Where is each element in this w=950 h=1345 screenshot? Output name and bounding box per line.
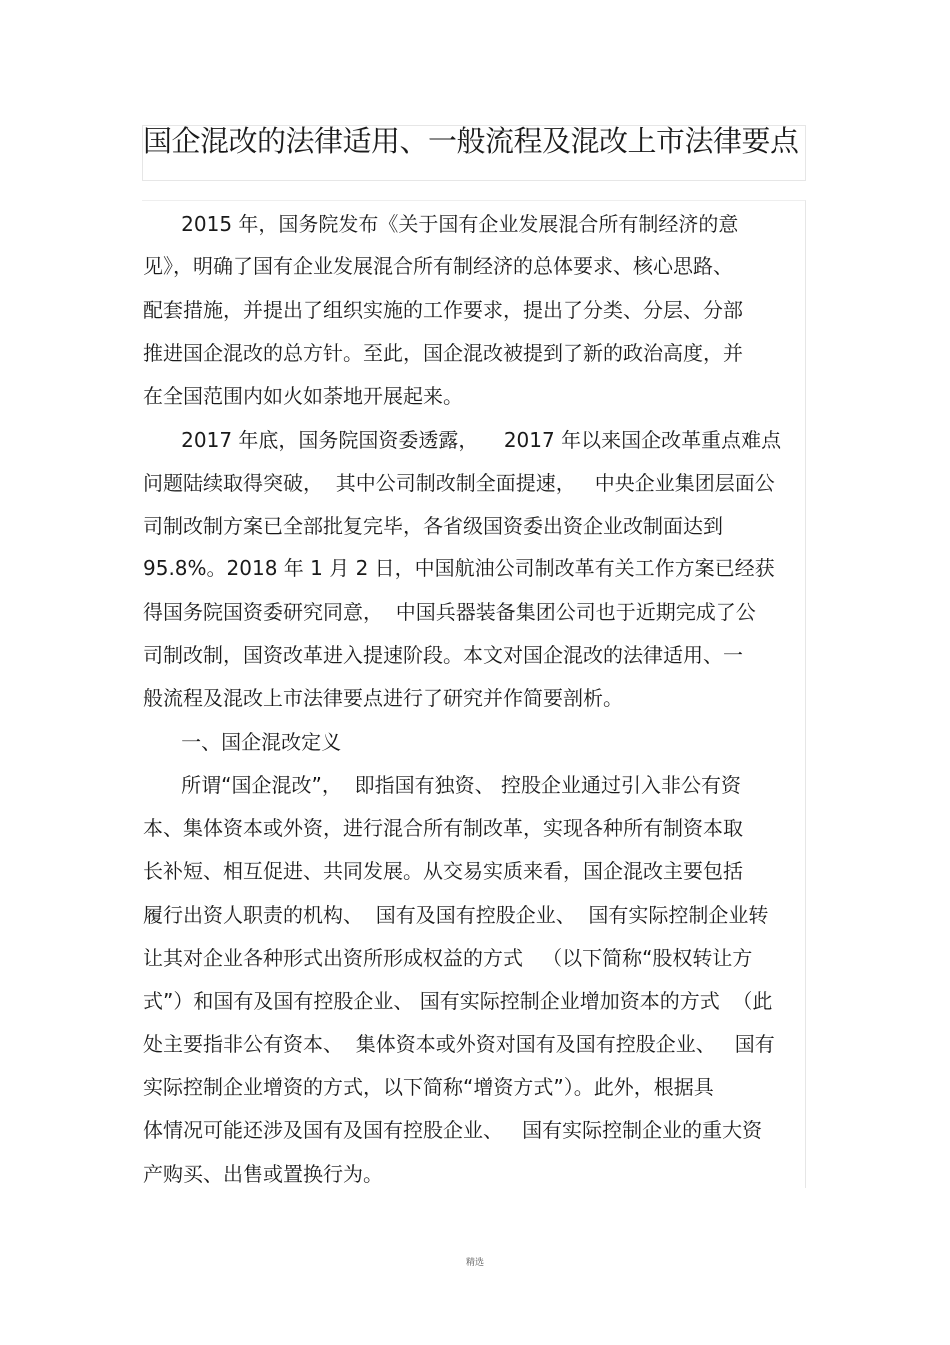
paragraph-line: 司制改制方案已全部批复完毕，各省级国资委出资企业改制面达到 [143,514,723,538]
paragraph-line: 在全国范围内如火如荼地开展起来。 [143,384,463,408]
paragraph-line: 问题陆续取得突破， 其中公司制改制全面提速， 中央企业集团层面公 [143,471,775,495]
paragraph-line: 所谓“国企混改”， 即指国有独资、 控股企业通过引入非公有资 [143,773,741,797]
paragraph-line: 95.8%。2018 年 1 月 2 日，中国航油公司制改革有关工作方案已经获 [143,556,775,580]
paragraph-line: 2017 年底，国务院国资委透露， 2017 年以来国企改革重点难点 [143,428,782,452]
paragraph-line: 配套措施，并提出了组织实施的工作要求，提出了分类、分层、分部 [143,298,743,322]
paragraph-line: 处主要指非公有资本、 集体资本或外资对国有及国有控股企业、 国有 [143,1032,775,1056]
paragraph-line: 一、国企混改定义 [143,730,342,754]
paragraph-line: 2015 年，国务院发布《关于国有企业发展混合所有制经济的意 [143,212,739,236]
paragraph-line: 让其对企业各种形式出资所形成权益的方式 （以下简称“股权转让方 [143,946,753,970]
paragraph-line: 见》，明确了国有企业发展混合所有制经济的总体要求、核心思路、 [143,254,733,278]
paragraph-line: 式”）和国有及国有控股企业、 国有实际控制企业增加资本的方式 （此 [143,989,773,1013]
paragraph-line: 体情况可能还涉及国有及国有控股企业、 国有实际控制企业的重大资 [143,1118,763,1142]
page-footer: 精选 [465,1258,484,1268]
paragraph-line: 实际控制企业增资的方式，以下简称“增资方式”）。此外，根据具 [143,1075,714,1099]
paragraph-line: 长补短、相互促进、共同发展。从交易实质来看，国企混改主要包括 [143,859,743,883]
paragraph-line: 履行出资人职责的机构、 国有及国有控股企业、 国有实际控制企业转 [143,903,769,927]
document-title: 国企混改的法律适用、一般流程及混改上市法律要点 [143,124,799,158]
paragraph-line: 司制改制，国资改革进入提速阶段。本文对国企混改的法律适用、一 [143,643,743,667]
paragraph-line: 产购买、出售或置换行为。 [143,1162,383,1186]
paragraph-line: 得国务院国资委研究同意， 中国兵器装备集团公司也于近期完成了公 [143,600,756,624]
title-box [142,125,806,181]
paragraph-line: 般流程及混改上市法律要点进行了研究并作简要剖析。 [143,686,623,710]
paragraph-line: 推进国企混改的总方针。至此，国企混改被提到了新的政治高度，并 [143,341,743,365]
paragraph-line: 本、集体资本或外资，进行混合所有制改革，实现各种所有制资本取 [143,816,743,840]
